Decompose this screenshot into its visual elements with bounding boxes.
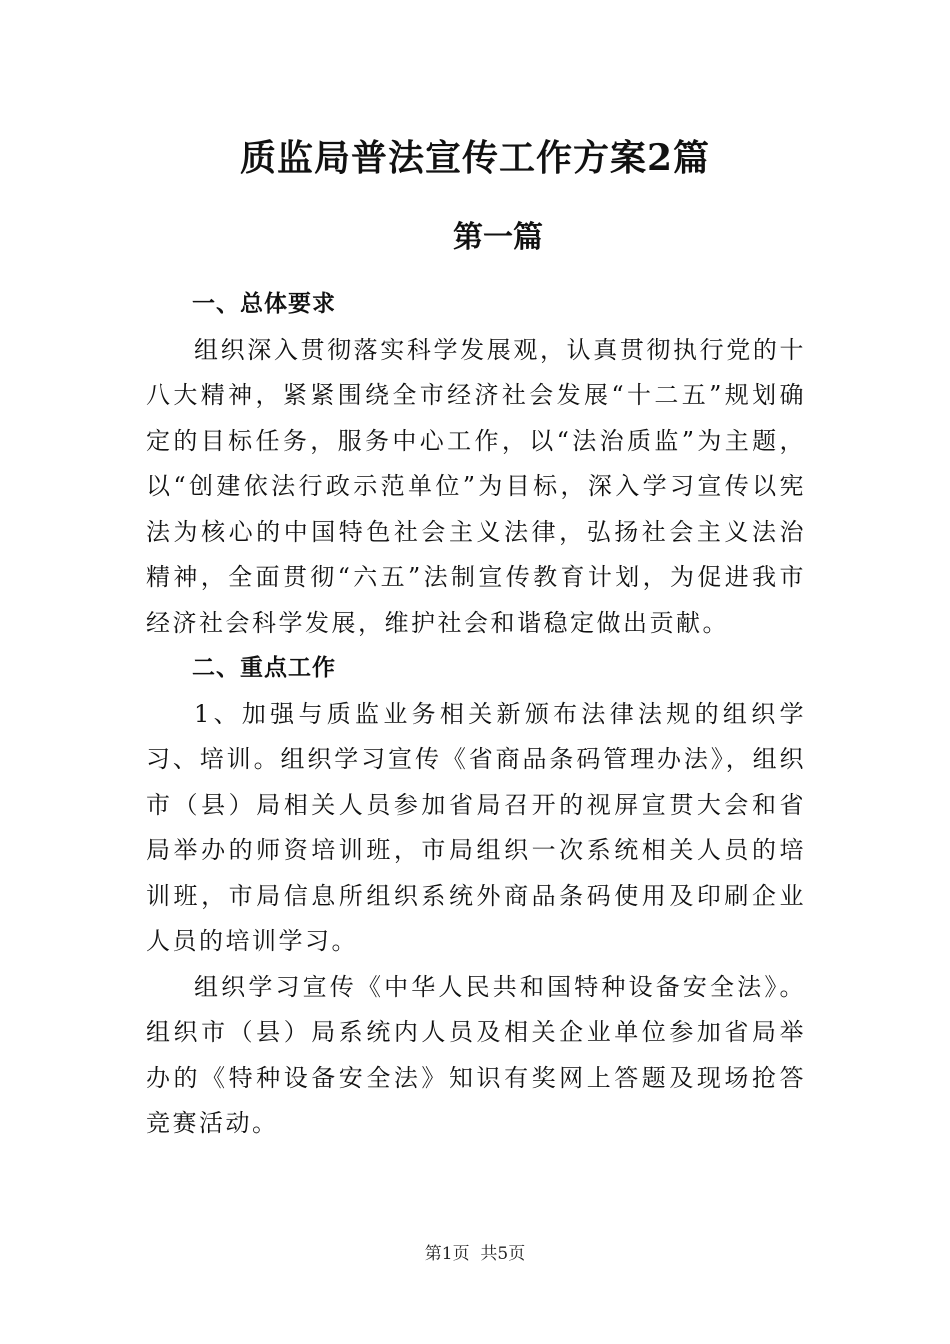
body-paragraph: 1、加强与质监业务相关新颁布法律法规的组织学习、培训。组织学习宣传《省商品条码管理办法》，组织市（县）局相关人员参加省局召开的视屏宣贯大会和省局举办的师资培训班，市局组织一次系统相关人员的培训班，市局信息所组织系统外商品条码使用及印刷企业人员的培训学习。 [146,699,806,955]
part-title: 第一篇 [453,220,543,255]
document-body [146,282,806,1147]
body-paragraph: 组织深入贯彻落实科学发展观，认真贯彻执行党的十八大精神，紧紧围绕全市经济社会发展“十二五”规划确定的目标任务，服务中心工作，以“法治质监”为主题，以“创建依法行政示范单位”为目标，深入学习宣传以宪法为核心的中国特色社会主义法律，弘扬社会主义法治精神，全面贯彻“六五”法制宣传教育计划，为促进我市经济社会科学发展，维护社会和谐稳定做出贡献。 [146,335,806,637]
section-heading: 一、总体要求 [192,291,336,317]
page-footer: 第1页 共5页 [424,1244,526,1264]
section-heading: 二、重点工作 [192,655,336,681]
document-title: 质监局普法宣传工作方案2篇 [239,137,711,179]
body-paragraph: 组织学习宣传《中华人民共和国特种设备安全法》。组织市（县）局系统内人员及相关企业单位参加省局举办的《特种设备安全法》知识有奖网上答题及现场抢答竞赛活动。 [146,972,806,1137]
